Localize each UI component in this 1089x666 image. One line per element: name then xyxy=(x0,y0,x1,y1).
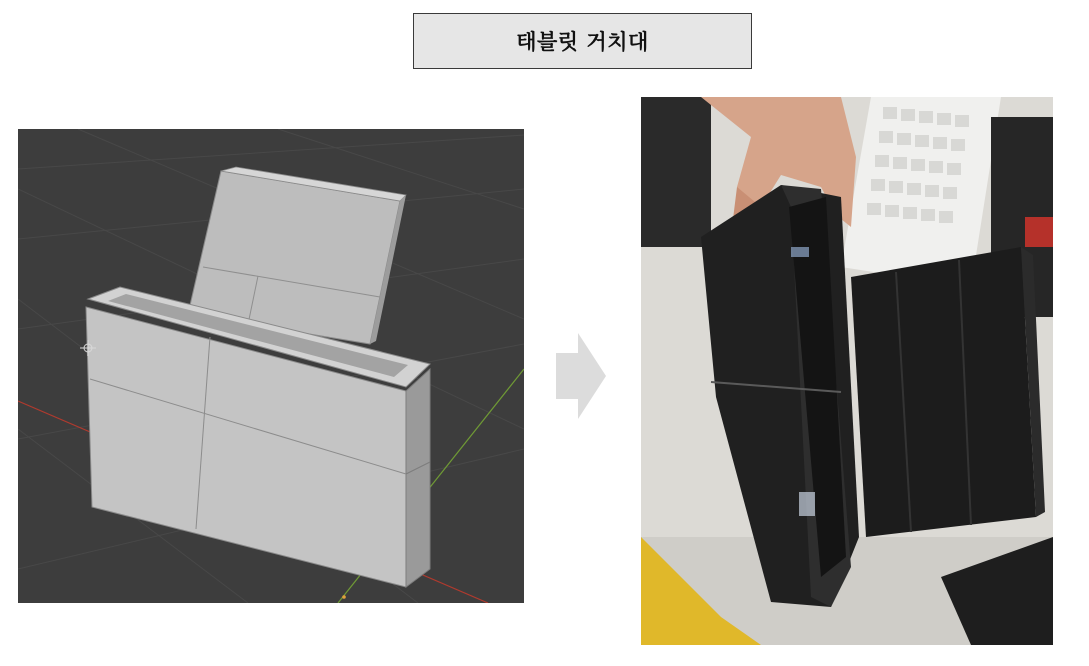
arrow-right-icon xyxy=(556,333,606,419)
title-box xyxy=(413,13,752,69)
page-title: 태블릿 거치대 xyxy=(516,30,649,54)
photo-svg xyxy=(641,97,1053,645)
viewport-svg xyxy=(18,129,524,603)
origin-point-icon xyxy=(342,595,346,599)
printed-stand-photo xyxy=(641,97,1053,645)
3d-model-render xyxy=(18,129,524,603)
